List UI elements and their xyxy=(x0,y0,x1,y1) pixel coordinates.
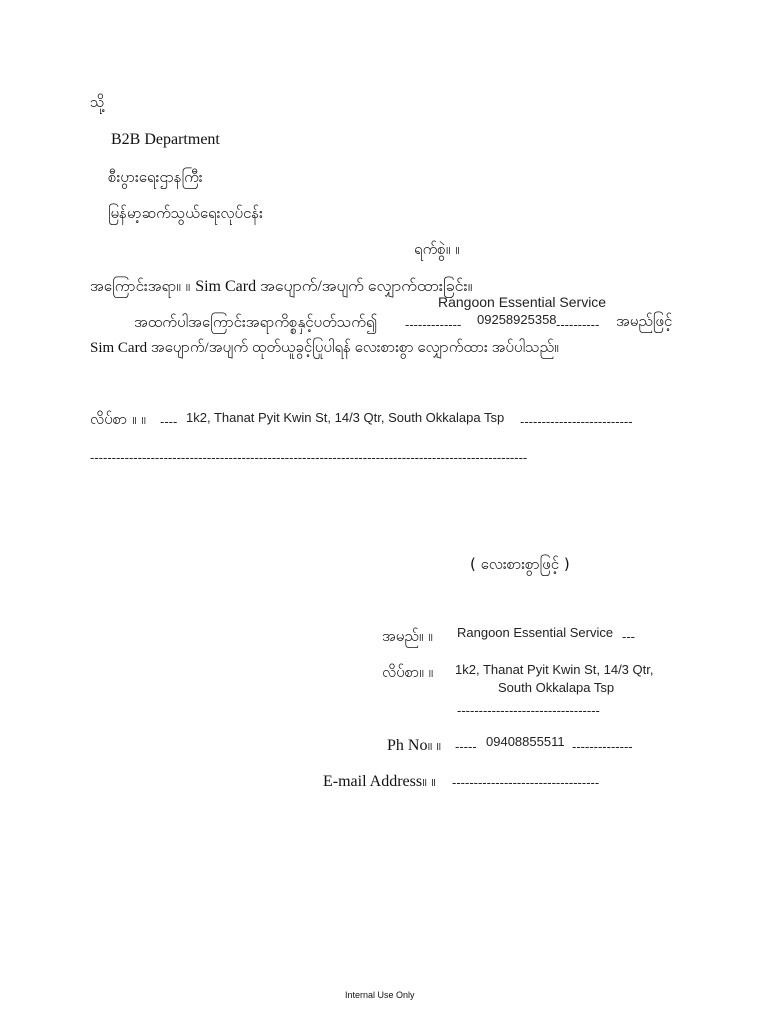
subject-text: Sim Card အပျောက်/အပျက် လျှောက်ထားခြင်း။ xyxy=(195,278,473,295)
sender-address-dashes: --------------------------------- xyxy=(457,703,600,718)
body-line-1 xyxy=(134,314,377,330)
address-dash-before: ---- xyxy=(160,414,178,429)
body-line-1-text: အထက်ပါအကြောင်းအရာကိစ္စနှင့်ပတ်သက်၍ xyxy=(134,313,378,331)
sender-address-fill-2: South Okkalapa Tsp xyxy=(498,680,615,695)
sender-phone-dash-before: ----- xyxy=(455,739,477,754)
body-line-1-end: အမည်ဖြင့် xyxy=(616,312,673,330)
date-line: ရက်စွဲ။ ။ xyxy=(414,240,460,258)
address-line-2-dashes: ----------------------------------------------------------------------------------------------------- xyxy=(90,450,528,465)
signature-note: ( လေးစားစွာဖြင့် ) xyxy=(470,555,570,573)
sender-name-label: အမည်။ ။ xyxy=(382,627,433,645)
sender-address-fill-1: 1k2, Thanat Pyit Kwin St, 14/3 Qtr, xyxy=(455,662,654,677)
sender-email-dashes: ---------------------------------- xyxy=(452,775,600,790)
address-dash-after: -------------------------- xyxy=(520,414,633,429)
body-line-2: Sim Card အပျောက်/အပျက် ထုတ်ယူခွင့်ပြုပါရန် လေးစားစွာ လျှောက်ထား အပ်ပါသည်။ xyxy=(90,340,559,356)
subject-line xyxy=(90,278,472,295)
sender-phone-label: Ph No။ ။ xyxy=(387,737,442,754)
sender-name-dash: --- xyxy=(622,629,635,644)
sender-phone-fill: 09408855511 xyxy=(486,734,565,749)
body-dash-before-phone: ------------- xyxy=(405,317,462,332)
subject-label: အကြောင်းအရာ။ ။ xyxy=(90,277,191,295)
sender-email-label: E-mail Address။ ။ xyxy=(323,773,436,790)
company-name: မြန်မာ့ဆက်သွယ်ရေးလုပ်ငန်း xyxy=(108,204,263,222)
department-name: B2B Department xyxy=(111,131,220,148)
sender-name-fill: Rangoon Essential Service xyxy=(457,625,614,640)
phone-fill-text: 09258925358 xyxy=(477,312,557,327)
company-fill-text: Rangoon Essential Service xyxy=(438,294,607,310)
sender-phone-dash-after: -------------- xyxy=(572,739,633,754)
sender-address-label: လိပ်စာ။ ။ xyxy=(382,663,434,681)
salutation-to: သို့ xyxy=(90,93,105,111)
address-label: လိပ်စာ ။ ။ xyxy=(90,410,146,428)
footer-label: Internal Use Only xyxy=(345,990,415,1000)
address-fill-text: 1k2, Thanat Pyit Kwin St, 14/3 Qtr, South Okkalapa Tsp xyxy=(186,410,505,425)
department-name-mm: စီးပွားရေးဌာနကြီး xyxy=(108,168,203,186)
body-dash-after-phone: ---------- xyxy=(556,317,600,332)
